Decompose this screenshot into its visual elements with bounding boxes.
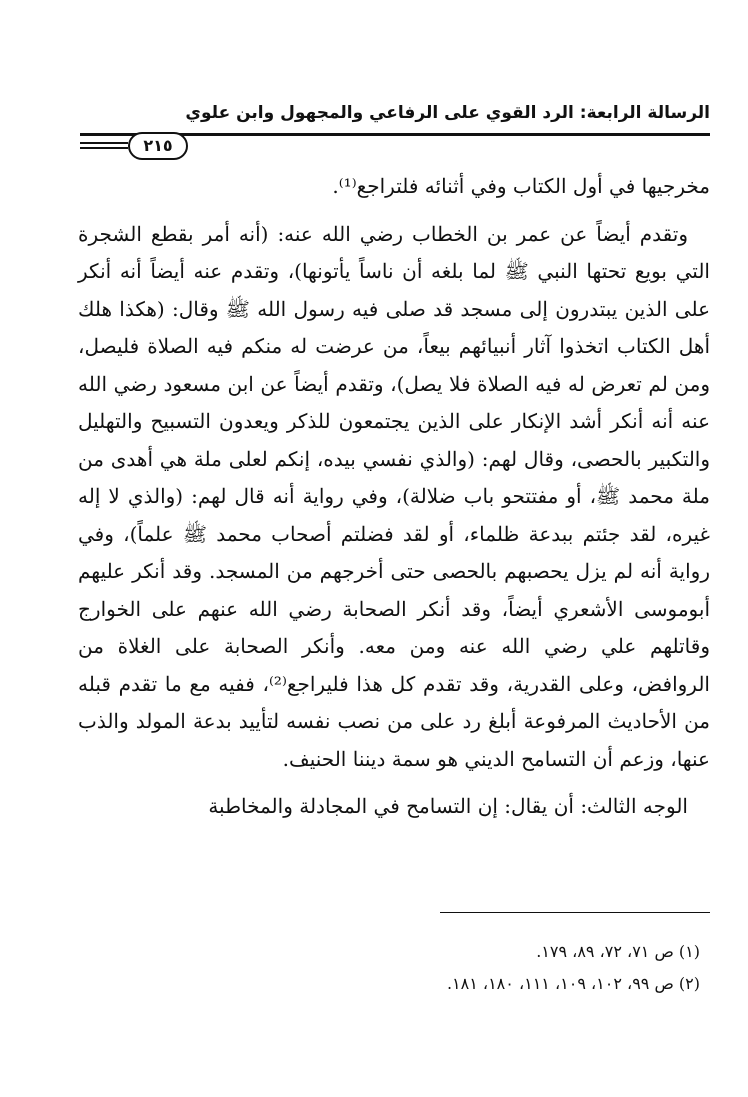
footnote-2: (٢) ص ٩٩، ١٠٢، ١٠٩، ١١١، ١٨٠، ١٨١. (446, 974, 700, 993)
main-text (78, 168, 710, 826)
footnote-1: (١) ص ٧١، ٧٢، ٨٩، ١٧٩. (536, 942, 700, 961)
page-number-ornament (80, 132, 180, 160)
paragraph: وتقدم أيضاً عن عمر بن الخطاب رضي الله عنه: (أنه أمر بقطع الشجرة التي بويع تحتها النبي ﷺ لما بلغه أن ناساً يأتونها)، وتقدم عنه أيضاً أنه أنكر على الذين يبتدرون إلى مسجد قد صلى فيه رسول الله ﷺ وقال: (هكذا هلك أهل الكتاب اتخذوا آثار أنبيائهم بيعاً، من عرضت له منكم فيه الصلاة فليصل، ومن لم تعرض له فيه الصلاة فلا يصل)، وتقدم أيضاً عن ابن مسعود رضي الله عنه أنه أنكر أشد الإنكار على الذين يجتمعون للذكر ويعدون التسبيح والتهليل والتكبير بالحصى، وقال لهم: (والذي نفسي بيده، إنكم لعلى ملة هي أهدى من ملة محمد ﷺ، أو مفتتحو باب ضلالة)، وفي رواية أنه قال لهم: (والذي لا إله غيره، لقد جئتم ببدعة ظلماء، أو لقد فضلتم أصحاب محمد ﷺ علماً)، وفي رواية أنه لم يزل يحصبهم بالحصى حتى أخرجهم من المسجد. وقد أنكر عليهم أبوموسى الأشعري أيضاً، وقد أنكر الصحابة رضي الله عنهم على الخوارج وقاتلهم علي رضي الله عنه ومن معه. وأنكر الصحابة على الغلاة من الروافض، وعلى القدرية، وقد تقدم كل هذا فليراجع⁽²⁾، ففيه مع ما تقدم قبله من الأحاديث المرفوعة أبلغ رد على من نصب نفسه لتأييد بدعة المولد والذب عنها، وزعم أن التسامح الديني هو سمة ديننا الحنيف. (78, 221, 711, 771)
paragraph-third-aspect: الوجه الثالث: أن يقال: إن التسامح في المجادلة والمخاطبة (208, 794, 688, 818)
paragraph-continuation: مخرجيها في أول الكتاب وفي أثنائه فلتراجع⁽¹⁾. (332, 174, 710, 198)
ornament-line (80, 142, 128, 144)
footnote-separator (440, 912, 710, 913)
ornament-line (80, 147, 128, 149)
footnotes (80, 936, 700, 1000)
running-header: الرسالة الرابعة: الرد القوي على الرفاعي والمجهول وابن علوي (185, 103, 710, 123)
page-number: ٢١٥ (128, 132, 188, 160)
